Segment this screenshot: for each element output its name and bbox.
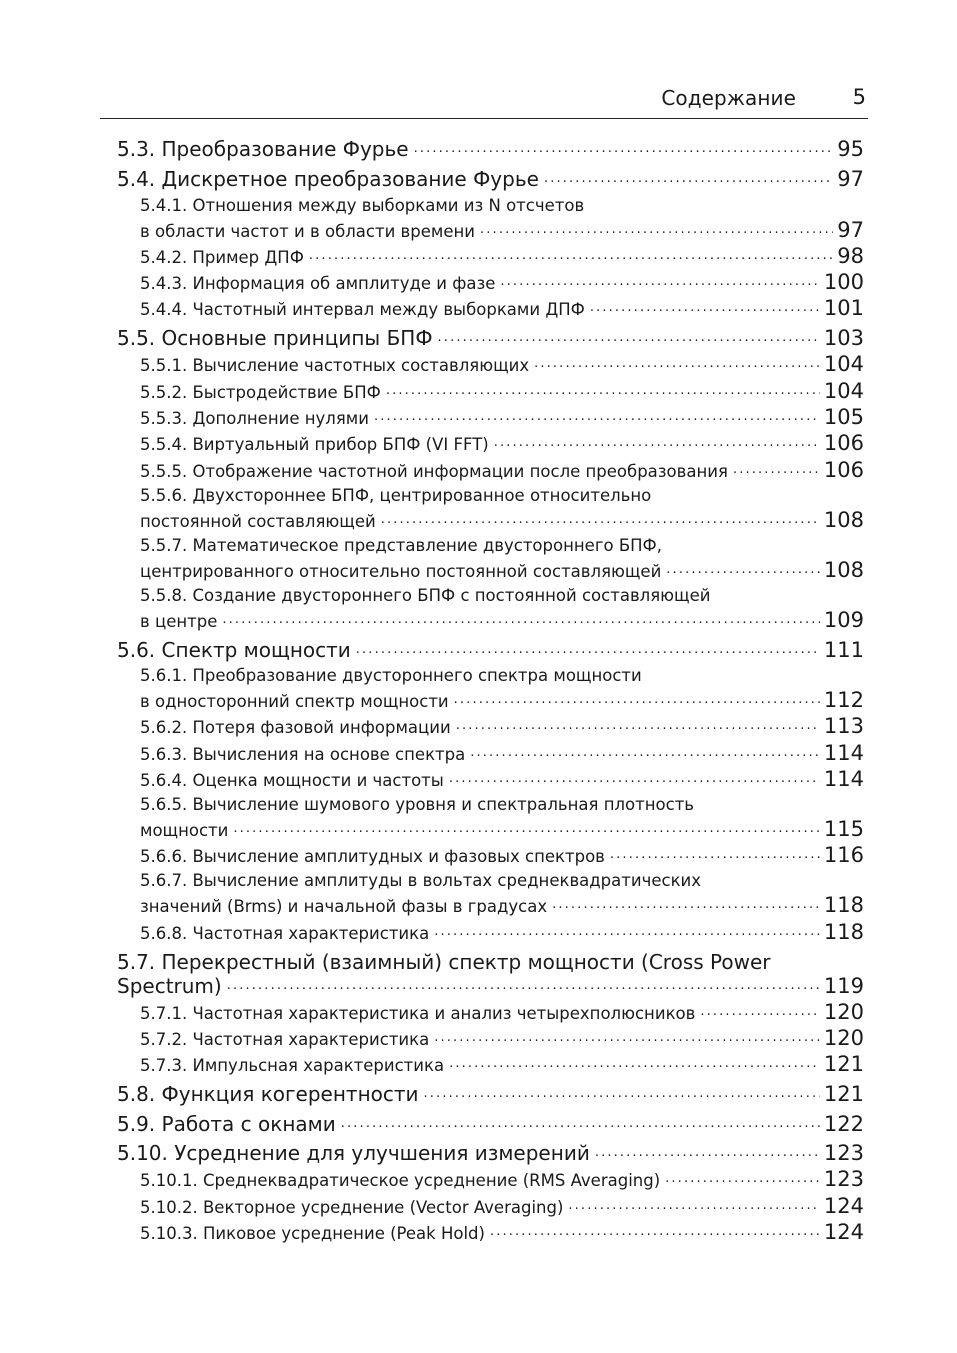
- leader-dots: [733, 461, 820, 478]
- leader-dots: [490, 1223, 820, 1240]
- toc-entry[interactable]: в центре . . . 109: [140, 608, 864, 632]
- leader-dots: [494, 434, 820, 451]
- leader-dots: [222, 611, 820, 628]
- toc-page-number: 123: [823, 1167, 864, 1191]
- toc-entry[interactable]: 5.6.4. Оценка мощности и частоты . . . 114: [140, 767, 864, 791]
- toc-entry[interactable]: 5.10. Усреднение для улучшения измерений . . . 123: [117, 1140, 864, 1165]
- leader-dots: [700, 1003, 820, 1020]
- toc-entry-first-line: 5.5.7. Математическое представление двустороннего БПФ,: [140, 536, 663, 555]
- toc-entry[interactable]: 5.6.2. Потеря фазовой информации . . . 113: [140, 714, 864, 738]
- toc-entry[interactable]: центрированного относительно постоянной составляющей . . . 108: [140, 558, 864, 582]
- leader-dots: [374, 408, 820, 425]
- toc-page-number: 113: [823, 714, 864, 738]
- toc-page-number: 100: [823, 270, 864, 294]
- toc-page-number: 118: [823, 893, 864, 917]
- toc-page-number: 104: [823, 379, 864, 403]
- toc-page-number: 121: [823, 1082, 864, 1106]
- toc-entry[interactable]: 5.10.1. Среднеквадратическое усреднение (RMS Averaging) . . . 123: [140, 1167, 864, 1191]
- leader-dots: [424, 1081, 820, 1101]
- leader-dots: [568, 1197, 820, 1214]
- header-title: Содержание: [661, 86, 796, 110]
- toc-entry-first-line: 5.6.1. Преобразование двустороннего спектра мощности: [140, 666, 642, 685]
- toc-entry[interactable]: 5.3. Преобразование Фурье . . . 95: [117, 136, 864, 161]
- toc-entry[interactable]: 5.5.3. Дополнение нулями . . . 105: [140, 405, 864, 429]
- leader-dots: [386, 382, 820, 399]
- leader-dots: [434, 923, 820, 940]
- leader-dots: [470, 744, 820, 761]
- toc-entry[interactable]: 5.9. Работа с окнами . . . 122: [117, 1111, 864, 1136]
- toc-page-number: 104: [823, 352, 864, 376]
- leader-dots: [438, 325, 820, 345]
- leader-dots: [341, 1111, 820, 1131]
- toc-entry[interactable]: мощности . . . 115: [140, 817, 864, 841]
- toc-page-number: 124: [823, 1194, 864, 1218]
- toc-page-number: 111: [823, 638, 864, 662]
- toc-entry[interactable]: значений (Brms) и начальной фазы в градусах . . . 118: [140, 893, 864, 917]
- toc-entry[interactable]: 5.6.6. Вычисление амплитудных и фазовых спектров . . . 116: [140, 843, 864, 867]
- toc-page-number: 105: [823, 405, 864, 429]
- toc-page-number: 123: [823, 1141, 864, 1165]
- toc-page-number: 119: [823, 974, 864, 998]
- toc-entry[interactable]: 5.8. Функция когерентности . . . 121: [117, 1081, 864, 1106]
- toc-entry[interactable]: в односторонний спектр мощности . . . 112: [140, 688, 864, 712]
- toc-entry[interactable]: 5.5.4. Виртуальный прибор БПФ (VI FFT) . . . 106: [140, 431, 864, 455]
- toc-entry-first-line: 5.5.6. Двухстороннее БПФ, центрированное относительно: [140, 486, 652, 505]
- toc-entry[interactable]: 5.7.3. Импульсная характеристика . . . 121: [140, 1052, 864, 1076]
- toc-entry[interactable]: 5.4.2. Пример ДПФ . . . 98: [140, 244, 864, 268]
- toc-page-number: 106: [823, 458, 864, 482]
- toc-entry[interactable]: 5.6.3. Вычисления на основе спектра . . . 114: [140, 741, 864, 765]
- toc-page-number: 95: [837, 137, 864, 161]
- leader-dots: [434, 1029, 820, 1046]
- toc-page-number: 118: [823, 920, 864, 944]
- leader-dots: [227, 973, 820, 993]
- leader-dots: [544, 166, 833, 186]
- toc-page-number: 108: [823, 558, 864, 582]
- toc-entry-first-line: 5.6.5. Вычисление шумового уровня и спектральная плотность: [140, 795, 695, 814]
- toc-page-number: 114: [823, 741, 864, 765]
- toc-page-number: 121: [823, 1052, 864, 1076]
- toc-page-number: 112: [823, 688, 864, 712]
- toc-entry[interactable]: 5.4.4. Частотный интервал между выборками ДПФ . . . 101: [140, 296, 864, 320]
- toc-entry-first-line: 5.7. Перекрестный (взаимный) спектр мощности (Cross Power: [117, 950, 771, 974]
- toc-entry-first-line: 5.6.7. Вычисление амплитуды в вольтах среднеквадратических: [140, 871, 702, 890]
- leader-dots: [454, 691, 820, 708]
- leader-dots: [590, 299, 820, 316]
- toc-page-number: 120: [823, 1000, 864, 1024]
- toc-entry[interactable]: 5.6.8. Частотная характеристика . . . 118: [140, 920, 864, 944]
- toc-entry[interactable]: 5.5.1. Вычисление частотных составляющих . . . 104: [140, 352, 864, 376]
- toc-page-number: 120: [823, 1026, 864, 1050]
- toc-page-number: 124: [823, 1220, 864, 1244]
- toc-entry[interactable]: 5.5. Основные принципы БПФ . . . 103: [117, 325, 864, 350]
- toc-entry-first-line: 5.4.1. Отношения между выборками из N отсчетов: [140, 196, 585, 215]
- leader-dots: [356, 637, 820, 657]
- leader-dots: [534, 355, 820, 372]
- running-header: [100, 84, 868, 119]
- toc-entry[interactable]: 5.10.3. Пиковое усреднение (Peak Hold) . . . 124: [140, 1220, 864, 1244]
- toc-entry[interactable]: 5.7.2. Частотная характеристика . . . 120: [140, 1026, 864, 1050]
- leader-dots: [449, 1055, 820, 1072]
- toc-entry[interactable]: постоянной составляющей . . . 108: [140, 508, 864, 532]
- leader-dots: [610, 846, 820, 863]
- leader-dots: [449, 770, 820, 787]
- toc-page-number: 98: [837, 244, 864, 268]
- toc-page-number: 101: [823, 296, 864, 320]
- leader-dots: [500, 273, 820, 290]
- leader-dots: [381, 511, 820, 528]
- toc-entry[interactable]: 5.4.3. Информация об амплитуде и фазе . . . 100: [140, 270, 864, 294]
- leader-dots: [595, 1140, 820, 1160]
- toc-entry[interactable]: 5.4. Дискретное преобразование Фурье . . . 97: [117, 166, 864, 191]
- leader-dots: [552, 896, 820, 913]
- toc-page-number: 116: [823, 843, 864, 867]
- leader-dots: [233, 820, 820, 837]
- toc-page-number: 108: [823, 508, 864, 532]
- toc-page-number: 122: [823, 1112, 864, 1136]
- leader-dots: [480, 221, 833, 238]
- toc-entry[interactable]: в области частот и в области времени . . . 97: [140, 218, 864, 242]
- toc-page-number: 97: [837, 167, 864, 191]
- toc-entry[interactable]: 5.6. Спектр мощности . . . 111: [117, 637, 864, 662]
- toc-entry[interactable]: 5.7.1. Частотная характеристика и анализ четырехполюсников . . . 120: [140, 1000, 864, 1024]
- toc-entry-first-line: 5.5.8. Создание двустороннего БПФ с постоянной составляющей: [140, 586, 711, 605]
- toc-entry[interactable]: 5.10.2. Векторное усреднение (Vector Averaging) . . . 124: [140, 1194, 864, 1218]
- leader-dots: [456, 717, 820, 734]
- toc-entry[interactable]: Spectrum) . . . 119: [117, 973, 864, 998]
- leader-dots: [665, 1170, 820, 1187]
- toc-page-number: 109: [823, 608, 864, 632]
- header-page-number: 5: [852, 85, 866, 109]
- toc-entry[interactable]: 5.5.2. Быстродействие БПФ . . . 104: [140, 379, 864, 403]
- leader-dots: [309, 247, 833, 264]
- toc-page-number: 103: [823, 326, 864, 350]
- toc-page-number: 97: [837, 218, 864, 242]
- toc-page-number: 106: [823, 431, 864, 455]
- toc-page-number: 115: [823, 817, 864, 841]
- toc-entry[interactable]: 5.5.5. Отображение частотной информации после преобразования . . . 106: [140, 458, 864, 482]
- leader-dots: [666, 561, 820, 578]
- toc-page-number: 114: [823, 767, 864, 791]
- leader-dots: [414, 136, 834, 156]
